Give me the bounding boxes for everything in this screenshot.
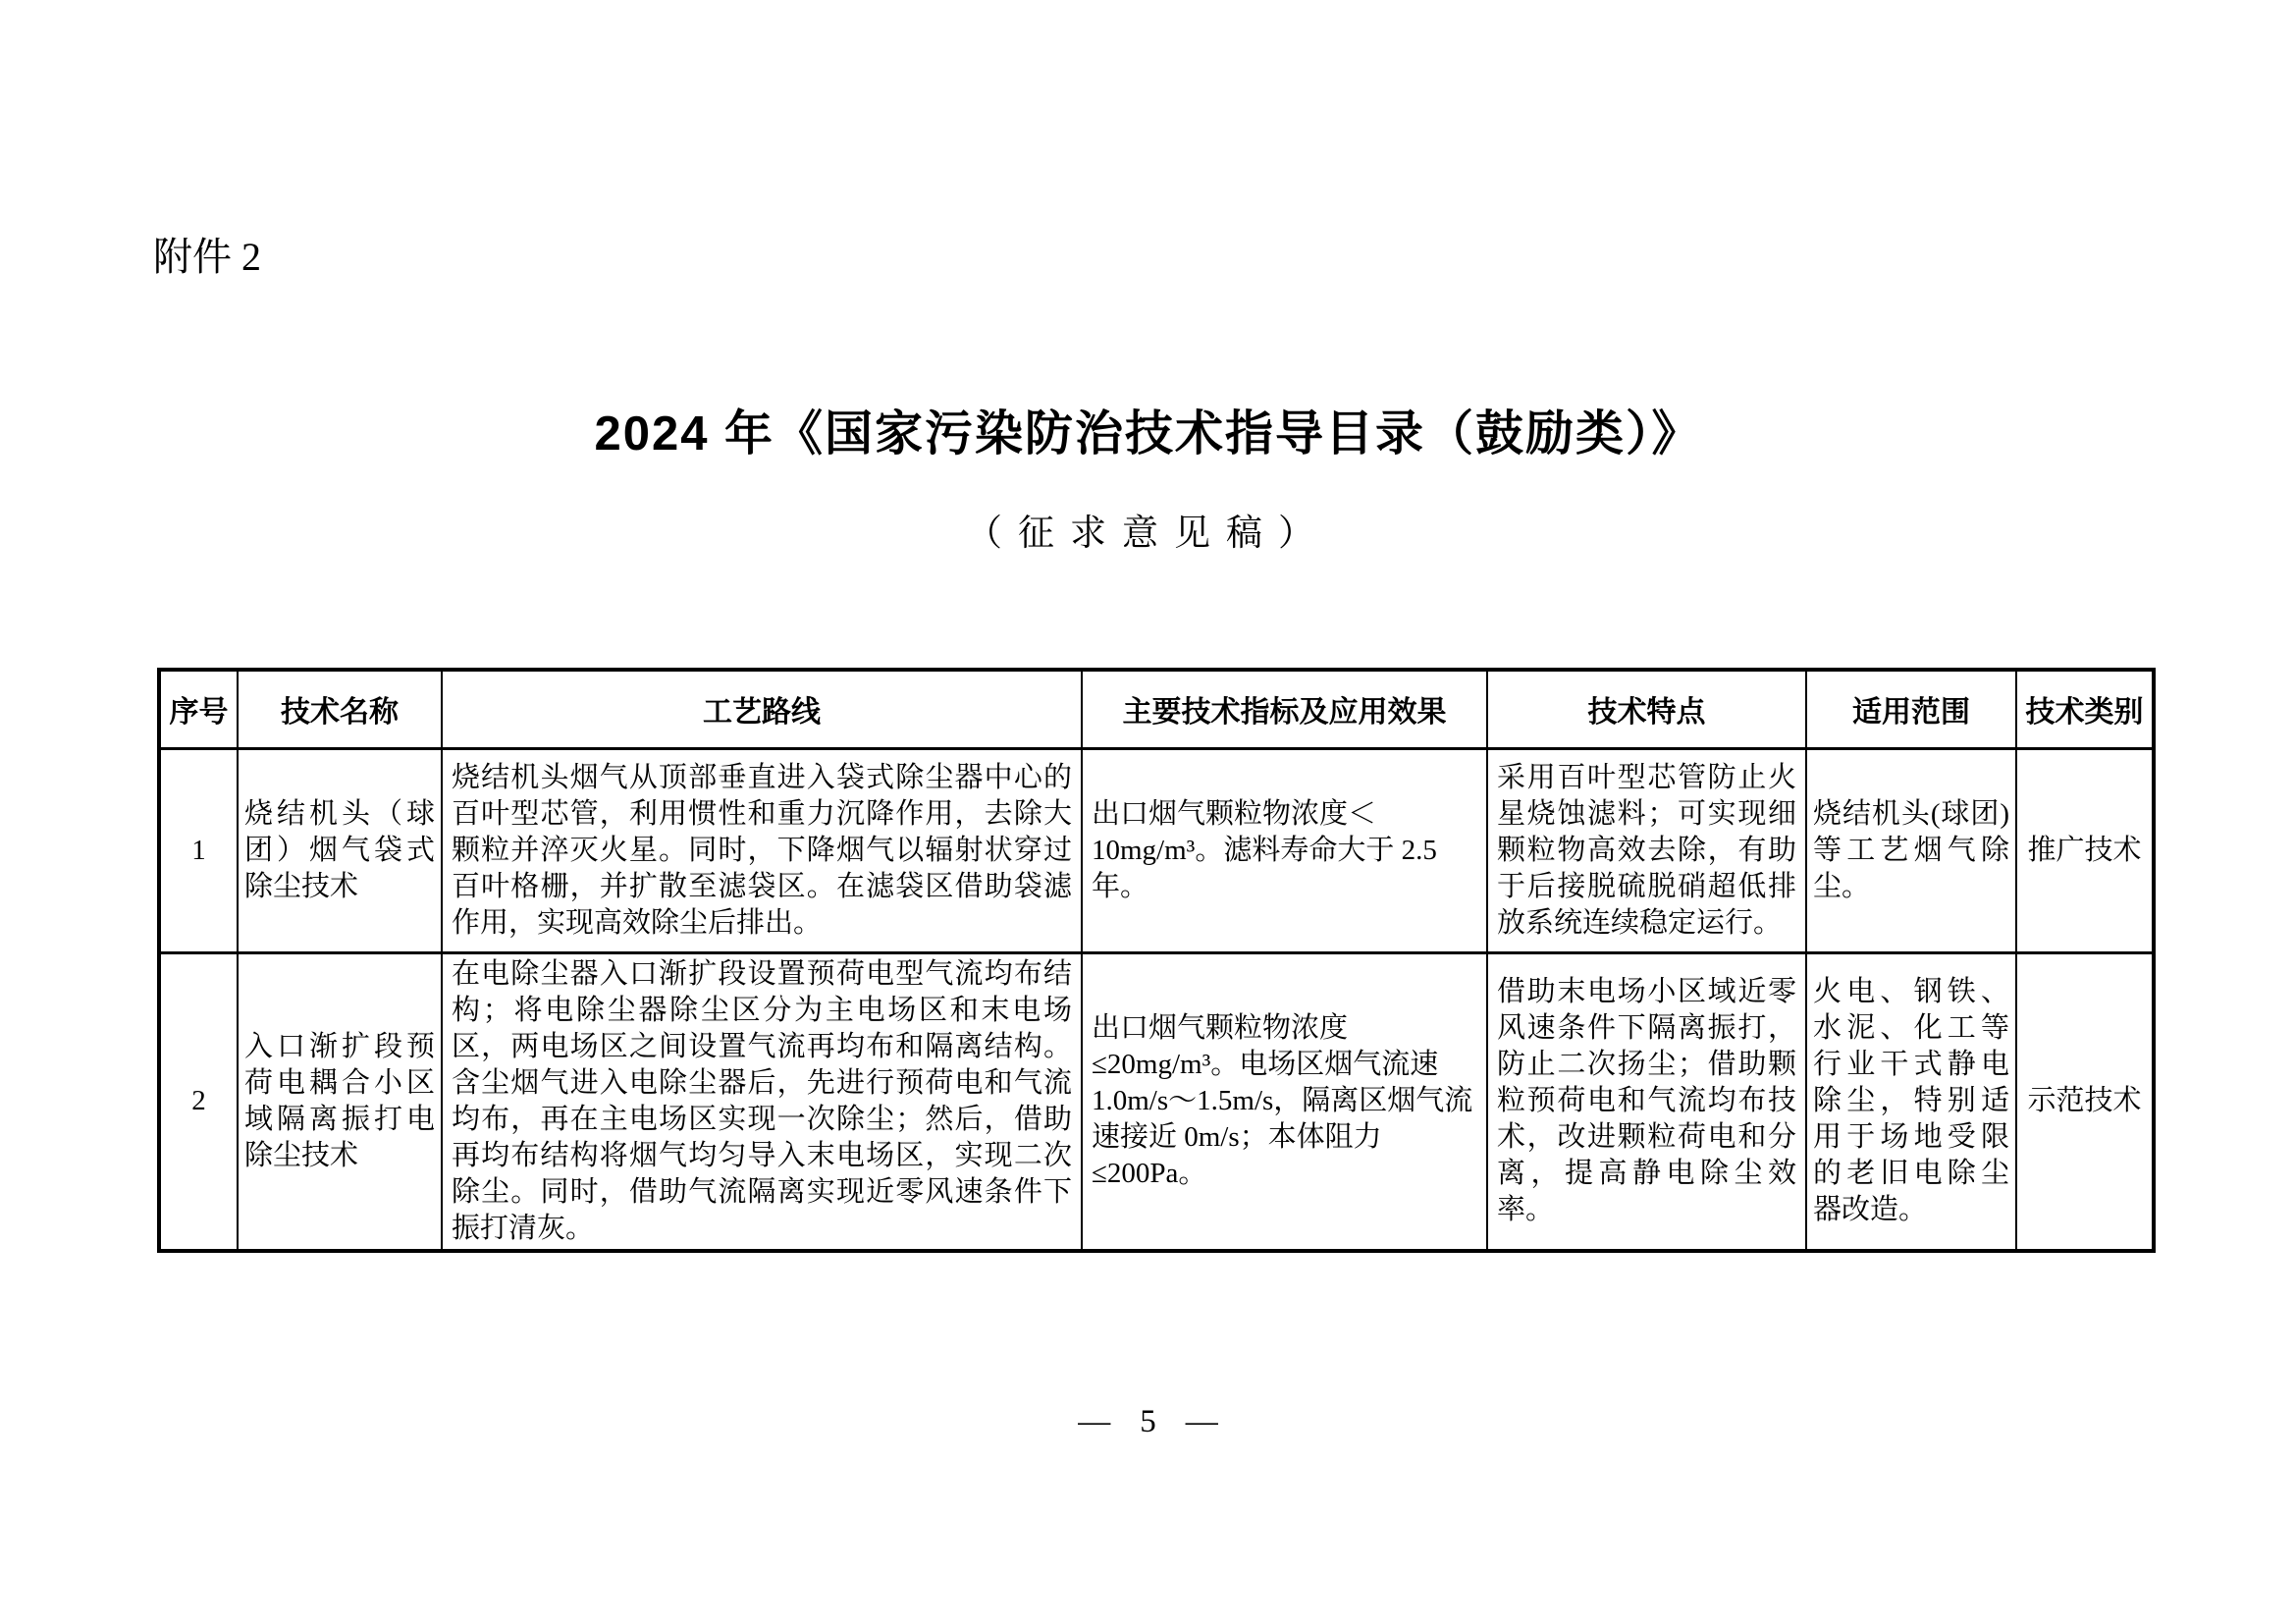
column-header-scope: 适用范围 [1806,670,2016,748]
cell-technical-features: 采用百叶型芯管防止火星烧蚀滤料；可实现细颗粒物高效去除，有助于后接脱硫脱硝超低排放系统连续稳定运行。 [1487,748,1806,952]
document-subtitle: （征求意见稿） [966,514,1330,554]
cell-technology-category: 推广技术 [2016,748,2154,952]
cell-application-scope: 烧结机头(球团)等工艺烟气除尘。 [1806,748,2016,952]
footer-page-number: 5 [1140,1404,1156,1439]
cell-process-route: 在电除尘器入口渐扩段设置预荷电型气流均布结构；将电除尘器除尘区分为主电场区和末电场区，两电场区之间设置气流再均布和隔离结构。含尘烟气进入电除尘器后，先进行预荷电和气流均布，再在主电场区实现一次除尘；然后，借助再均布结构将烟气均匀导入末电场区，实现二次除尘。同时，借助气流隔离实现近零风速条件下振打清灰。 [442,952,1082,1251]
column-header-process: 工艺路线 [442,670,1082,748]
document-title: 2024 年《国家污染防治技术指导目录（鼓励类）》 [594,407,1702,460]
cell-technical-indicators: 出口烟气颗粒物浓度＜10mg/m³。滤料寿命大于 2.5 年。 [1082,748,1487,952]
cell-application-scope: 火电、钢铁、水泥、化工等行业干式静电除尘，特别适用于场地受限的老旧电除尘器改造。 [1806,952,2016,1251]
attachment-label: 附件 2 [153,235,261,279]
cell-process-route: 烧结机头烟气从顶部垂直进入袋式除尘器中心的百叶型芯管，利用惯性和重力沉降作用，去除大颗粒并淬灭火星。同时，下降烟气以辐射状穿过百叶格栅，并扩散至滤袋区。在滤袋区借助袋滤作用，实现高效除尘后排出。 [442,748,1082,952]
cell-technology-category: 示范技术 [2016,952,2154,1251]
table-row [159,952,2154,1251]
cell-technical-features: 借助末电场小区域近零风速条件下隔离振打，防止二次扬尘；借助颗粒预荷电和气流均布技术，改进颗粒荷电和分离，提高静电除尘效率。 [1487,952,1806,1251]
technology-table [157,668,2156,1253]
column-header-features: 技术特点 [1487,670,1806,748]
cell-serial-number: 1 [159,748,238,952]
column-header-indicators: 主要技术指标及应用效果 [1082,670,1487,748]
column-header-no: 序号 [159,670,238,748]
page-footer [0,1404,2296,1440]
cell-technical-indicators: 出口烟气颗粒物浓度≤20mg/m³。电场区烟气流速 1.0m/s～1.5m/s，隔离区烟气流速接近 0m/s；本体阻力≤200Pa。 [1082,952,1487,1251]
column-header-category: 技术类别 [2016,670,2154,748]
cell-technology-name: 烧结机头（球团）烟气袋式除尘技术 [238,748,442,952]
cell-technology-name: 入口渐扩段预荷电耦合小区域隔离振打电除尘技术 [238,952,442,1251]
footer-dash-right: — [1185,1404,1218,1439]
cell-serial-number: 2 [159,952,238,1251]
table-header-row [159,670,2154,748]
column-header-name: 技术名称 [238,670,442,748]
footer-dash-left: — [1078,1404,1111,1439]
table-row [159,748,2154,952]
